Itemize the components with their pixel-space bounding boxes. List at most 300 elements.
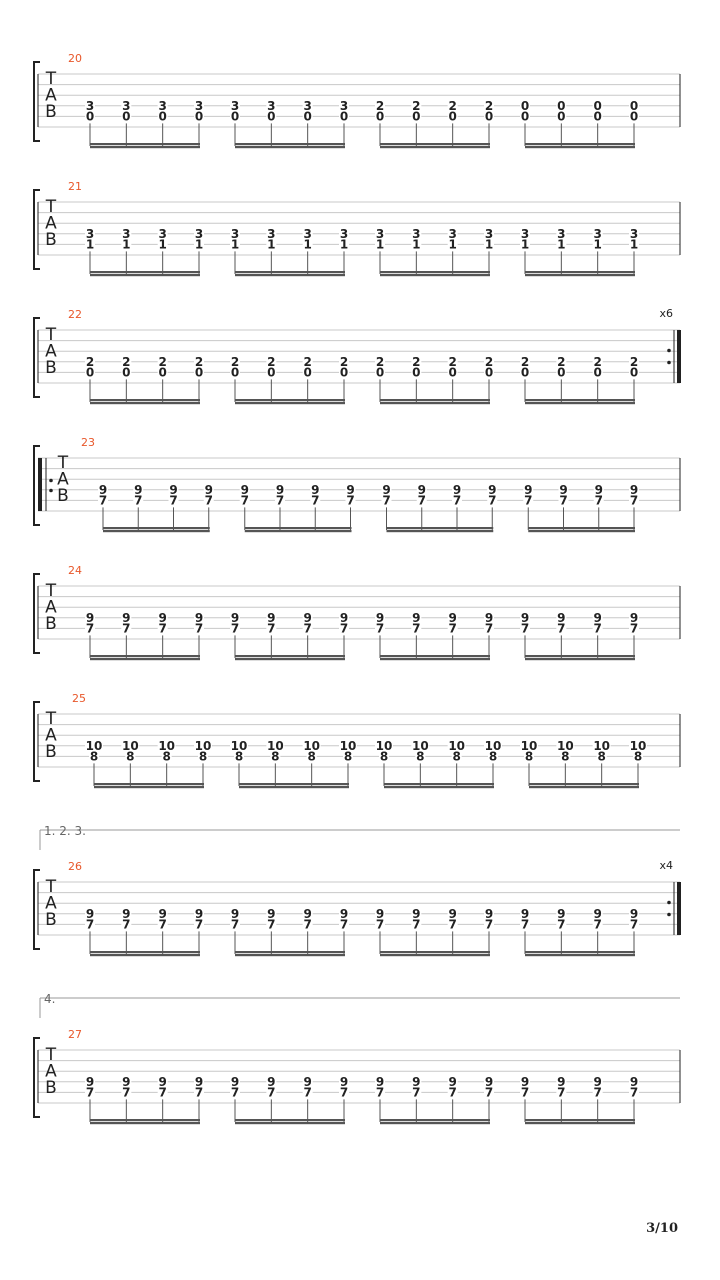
repeat-dot — [667, 349, 671, 353]
fret-number: 3 — [448, 226, 457, 241]
beam — [235, 658, 345, 660]
fret-number: 7 — [267, 1085, 276, 1100]
fret-number: 9 — [375, 1074, 385, 1089]
tab-clef-letter: T — [57, 453, 69, 473]
fret-number: 10 — [593, 738, 611, 753]
fret-number: 2 — [303, 354, 312, 369]
beam — [103, 530, 210, 532]
fret-number: 7 — [412, 621, 421, 636]
fret-number: 9 — [230, 610, 240, 625]
fret-number: 7 — [488, 493, 497, 508]
beam — [529, 786, 639, 788]
repeat-count: x4 — [659, 859, 673, 872]
beam — [90, 399, 200, 401]
fret-number: 7 — [275, 493, 285, 508]
fret-number: 10 — [266, 738, 284, 753]
fret-number: 0 — [520, 109, 530, 124]
tab-clef-letter: B — [45, 358, 57, 378]
beam — [239, 783, 349, 785]
fret-number: 7 — [484, 1085, 494, 1100]
beam — [528, 530, 635, 532]
beam — [384, 786, 494, 788]
fret-number: 9 — [629, 610, 639, 625]
beam — [235, 951, 345, 953]
beam — [235, 655, 345, 657]
beam — [90, 658, 200, 660]
fret-number: 9 — [267, 1074, 276, 1089]
beam — [239, 786, 349, 788]
beam — [380, 146, 490, 148]
fret-number: 10 — [303, 738, 321, 753]
fret-number: 7 — [339, 917, 349, 932]
beam — [380, 954, 490, 956]
fret-number: 9 — [448, 1074, 457, 1089]
beam — [525, 399, 635, 401]
fret-number: 2 — [484, 98, 494, 113]
fret-number: 9 — [593, 906, 602, 921]
tab-clef-letter: B — [45, 614, 57, 634]
tab-clef-letter: T — [45, 197, 57, 217]
tab-clef-letter: B — [45, 910, 57, 930]
fret-number: 0 — [158, 109, 167, 124]
fret-number: 7 — [559, 493, 568, 508]
fret-number: 8 — [633, 749, 643, 764]
fret-number: 0 — [194, 365, 204, 380]
fret-number: 1 — [230, 237, 240, 252]
tab-clef-letter: B — [45, 102, 57, 122]
fret-number: 0 — [448, 365, 457, 380]
fret-number: 9 — [85, 906, 95, 921]
fret-number: 9 — [240, 482, 249, 497]
fret-number: 3 — [593, 226, 602, 241]
beam — [245, 527, 352, 529]
fret-number: 9 — [339, 1074, 349, 1089]
fret-number: 2 — [194, 354, 204, 369]
beam — [90, 1122, 200, 1124]
fret-number: 3 — [85, 98, 95, 113]
fret-number: 7 — [484, 621, 494, 636]
fret-number: 3 — [230, 98, 240, 113]
beam — [525, 143, 635, 145]
fret-number: 0 — [557, 365, 566, 380]
fret-number: 9 — [629, 906, 639, 921]
fret-number: 8 — [162, 749, 171, 764]
fret-number: 2 — [339, 354, 349, 369]
fret-number: 9 — [593, 1074, 602, 1089]
fret-number: 8 — [343, 749, 353, 764]
repeat-count: x6 — [659, 307, 673, 320]
fret-number: 7 — [557, 621, 566, 636]
fret-number: 0 — [339, 365, 349, 380]
fret-number: 7 — [375, 621, 385, 636]
beam — [525, 274, 635, 276]
fret-number: 9 — [339, 906, 349, 921]
fret-number: 7 — [85, 621, 95, 636]
fret-number: 0 — [303, 109, 312, 124]
fret-number: 1 — [629, 237, 639, 252]
fret-number: 1 — [520, 237, 530, 252]
beam — [245, 530, 352, 532]
fret-number: 9 — [267, 610, 276, 625]
fret-number: 8 — [234, 749, 244, 764]
fret-number: 7 — [520, 1085, 530, 1100]
fret-number: 9 — [303, 906, 312, 921]
fret-number: 0 — [412, 109, 421, 124]
fret-number: 2 — [412, 98, 421, 113]
fret-number: 10 — [411, 738, 429, 753]
fret-number: 1 — [158, 237, 167, 252]
fret-number: 10 — [339, 738, 357, 753]
measure-number: 27 — [68, 1028, 82, 1041]
beam — [384, 783, 494, 785]
fret-number: 7 — [448, 621, 457, 636]
fret-number: 1 — [194, 237, 204, 252]
fret-number: 10 — [158, 738, 176, 753]
tab-system-24 — [34, 564, 680, 660]
fret-number: 7 — [520, 917, 530, 932]
fret-number: 9 — [303, 1074, 312, 1089]
fret-number: 9 — [267, 906, 276, 921]
fret-number: 9 — [488, 482, 497, 497]
fret-number: 1 — [375, 237, 385, 252]
fret-number: 2 — [629, 354, 639, 369]
fret-number: 9 — [412, 1074, 421, 1089]
fret-number: 3 — [158, 226, 167, 241]
fret-number: 0 — [593, 365, 602, 380]
fret-number: 10 — [520, 738, 538, 753]
beam — [380, 1122, 490, 1124]
fret-number: 7 — [230, 1085, 240, 1100]
fret-number: 10 — [85, 738, 103, 753]
fret-number: 0 — [557, 109, 566, 124]
fret-number: 0 — [593, 98, 602, 113]
fret-number: 9 — [85, 610, 95, 625]
fret-number: 8 — [307, 749, 316, 764]
fret-number: 3 — [412, 226, 421, 241]
tab-clef-letter: B — [57, 486, 69, 506]
fret-number: 7 — [375, 1085, 385, 1100]
beam — [103, 527, 210, 529]
beam — [380, 655, 490, 657]
beam — [525, 1119, 635, 1121]
tab-clef-letter: T — [45, 581, 57, 601]
beam — [380, 143, 490, 145]
tab-clef-letter: A — [45, 597, 57, 618]
fret-number: 1 — [339, 237, 349, 252]
fret-number: 9 — [375, 906, 385, 921]
fret-number: 3 — [194, 226, 204, 241]
beam — [235, 271, 345, 273]
fret-number: 7 — [382, 493, 391, 508]
fret-number: 9 — [559, 482, 568, 497]
fret-number: 0 — [629, 365, 639, 380]
fret-number: 3 — [194, 98, 204, 113]
fret-number: 3 — [557, 226, 566, 241]
fret-number: 7 — [520, 621, 530, 636]
fret-number: 0 — [230, 109, 240, 124]
fret-number: 7 — [339, 621, 349, 636]
fret-number: 9 — [194, 906, 204, 921]
fret-number: 7 — [134, 493, 143, 508]
tab-clef-letter: B — [45, 742, 57, 762]
fret-number: 7 — [593, 1085, 602, 1100]
volta-label: 1. 2. 3. — [44, 824, 86, 838]
fret-number: 7 — [267, 621, 276, 636]
fret-number: 8 — [561, 749, 570, 764]
fret-number: 0 — [629, 98, 639, 113]
fret-number: 7 — [629, 917, 639, 932]
fret-number: 1 — [448, 237, 457, 252]
fret-number: 7 — [375, 917, 385, 932]
beam — [380, 274, 490, 276]
fret-number: 3 — [122, 226, 131, 241]
beam — [90, 146, 200, 148]
beam — [387, 527, 494, 529]
fret-number: 9 — [122, 906, 131, 921]
repeat-dot — [667, 901, 671, 905]
fret-number: 3 — [303, 98, 312, 113]
fret-number: 7 — [412, 917, 421, 932]
beam — [94, 786, 204, 788]
beam — [90, 402, 200, 404]
fret-number: 10 — [121, 738, 139, 753]
fret-number: 0 — [85, 109, 95, 124]
beam — [525, 951, 635, 953]
fret-number: 7 — [452, 493, 462, 508]
fret-number: 2 — [448, 354, 457, 369]
fret-number: 3 — [303, 226, 312, 241]
measure-number: 20 — [68, 52, 82, 65]
fret-number: 7 — [346, 493, 355, 508]
beam — [380, 271, 490, 273]
fret-number: 9 — [484, 1074, 494, 1089]
fret-number: 2 — [375, 354, 385, 369]
fret-number: 9 — [194, 1074, 204, 1089]
fret-number: 7 — [448, 1085, 457, 1100]
fret-number: 7 — [557, 917, 566, 932]
fret-number: 7 — [158, 621, 167, 636]
fret-number: 0 — [230, 365, 240, 380]
beam — [525, 146, 635, 148]
fret-number: 8 — [198, 749, 208, 764]
fret-number: 9 — [98, 482, 108, 497]
fret-number: 3 — [339, 98, 349, 113]
fret-number: 9 — [122, 1074, 131, 1089]
fret-number: 9 — [448, 906, 457, 921]
fret-number: 9 — [524, 482, 533, 497]
fret-number: 9 — [158, 906, 167, 921]
fret-number: 9 — [346, 482, 355, 497]
fret-number: 8 — [271, 749, 280, 764]
fret-number: 1 — [303, 237, 312, 252]
beam — [387, 530, 494, 532]
fret-number: 9 — [158, 610, 167, 625]
fret-number: 7 — [267, 917, 276, 932]
fret-number: 9 — [520, 610, 530, 625]
beam — [235, 1119, 345, 1121]
fret-number: 2 — [267, 354, 276, 369]
fret-number: 0 — [267, 365, 276, 380]
fret-number: 0 — [375, 365, 385, 380]
beam — [94, 783, 204, 785]
beam — [235, 146, 345, 148]
fret-number: 0 — [484, 109, 494, 124]
fret-number: 8 — [452, 749, 461, 764]
fret-number: 0 — [303, 365, 312, 380]
fret-number: 1 — [122, 237, 131, 252]
fret-number: 7 — [412, 1085, 421, 1100]
beam — [380, 402, 490, 404]
fret-number: 0 — [593, 109, 602, 124]
fret-number: 2 — [448, 98, 457, 113]
fret-number: 7 — [417, 493, 426, 508]
fret-number: 7 — [122, 1085, 131, 1100]
fret-number: 8 — [597, 749, 606, 764]
measure-number: 21 — [68, 180, 82, 193]
fret-number: 3 — [267, 98, 276, 113]
fret-number: 3 — [158, 98, 167, 113]
fret-number: 7 — [557, 1085, 566, 1100]
measure-number: 25 — [72, 692, 86, 705]
fret-number: 9 — [230, 906, 240, 921]
fret-number: 0 — [520, 365, 530, 380]
fret-number: 7 — [98, 493, 108, 508]
fret-number: 3 — [230, 226, 240, 241]
tab-clef-letter: A — [45, 725, 57, 746]
fret-number: 10 — [448, 738, 466, 753]
tab-clef-letter: A — [45, 85, 57, 106]
volta-label: 4. — [44, 992, 56, 1006]
fret-number: 1 — [267, 237, 276, 252]
fret-number: 3 — [484, 226, 494, 241]
fret-number: 9 — [85, 1074, 95, 1089]
beam — [90, 1119, 200, 1121]
tab-clef-letter: T — [45, 709, 57, 729]
fret-number: 7 — [240, 493, 249, 508]
fret-number: 8 — [89, 749, 99, 764]
fret-number: 8 — [126, 749, 135, 764]
fret-number: 9 — [557, 610, 566, 625]
fret-number: 2 — [593, 354, 602, 369]
fret-number: 1 — [412, 237, 421, 252]
fret-number: 3 — [629, 226, 639, 241]
fret-number: 7 — [194, 621, 204, 636]
fret-number: 9 — [412, 906, 421, 921]
fret-number: 9 — [417, 482, 426, 497]
fret-number: 0 — [122, 365, 131, 380]
fret-number: 7 — [303, 1085, 312, 1100]
fret-number: 2 — [122, 354, 131, 369]
fret-number: 7 — [230, 917, 240, 932]
fret-number: 7 — [448, 917, 457, 932]
fret-number: 10 — [230, 738, 248, 753]
fret-number: 3 — [520, 226, 530, 241]
tab-system-26 — [34, 824, 680, 956]
fret-number: 3 — [122, 98, 131, 113]
beam — [525, 402, 635, 404]
tab-system-22 — [34, 307, 680, 404]
fret-number: 7 — [158, 1085, 167, 1100]
fret-number: 7 — [484, 917, 494, 932]
tab-clef-letter: T — [45, 1045, 57, 1065]
fret-number: 7 — [194, 917, 204, 932]
fret-number: 3 — [375, 226, 385, 241]
tab-clef-letter: A — [45, 1061, 57, 1082]
fret-number: 0 — [629, 109, 639, 124]
beam — [235, 402, 345, 404]
fret-number: 1 — [85, 237, 95, 252]
fret-number: 7 — [593, 917, 602, 932]
beam — [525, 954, 635, 956]
beam — [380, 399, 490, 401]
fret-number: 2 — [520, 354, 530, 369]
tab-clef-letter: T — [45, 69, 57, 89]
fret-number: 7 — [194, 1085, 204, 1100]
fret-number: 9 — [275, 482, 285, 497]
beam — [90, 143, 200, 145]
fret-number: 7 — [594, 493, 603, 508]
fret-number: 9 — [230, 1074, 240, 1089]
fret-number: 10 — [194, 738, 212, 753]
fret-number: 0 — [194, 109, 204, 124]
fret-number: 1 — [557, 237, 566, 252]
fret-number: 9 — [412, 610, 421, 625]
fret-number: 8 — [524, 749, 534, 764]
fret-number: 7 — [629, 493, 639, 508]
measure-number: 23 — [81, 436, 95, 449]
repeat-dot — [49, 489, 53, 493]
fret-number: 1 — [484, 237, 494, 252]
fret-number: 7 — [169, 493, 178, 508]
fret-number: 7 — [85, 1085, 95, 1100]
fret-number: 9 — [339, 610, 349, 625]
tab-clef-letter: B — [45, 1078, 57, 1098]
fret-number: 0 — [339, 109, 349, 124]
fret-number: 7 — [158, 917, 167, 932]
fret-number: 0 — [158, 365, 167, 380]
fret-number: 3 — [267, 226, 276, 241]
tab-system-20 — [34, 52, 680, 148]
fret-number: 0 — [375, 109, 385, 124]
page-number: 3/10 — [646, 1221, 678, 1236]
beam — [235, 954, 345, 956]
fret-number: 9 — [520, 906, 530, 921]
fret-number: 9 — [594, 482, 603, 497]
fret-number: 7 — [629, 621, 639, 636]
measure-number: 22 — [68, 308, 82, 321]
repeat-dot — [667, 913, 671, 917]
fret-number: 0 — [267, 109, 276, 124]
fret-number: 7 — [122, 621, 131, 636]
beam — [380, 658, 490, 660]
fret-number: 9 — [557, 1074, 566, 1089]
tab-clef-letter: T — [45, 877, 57, 897]
tab-system-25 — [34, 692, 680, 788]
fret-number: 9 — [375, 610, 385, 625]
fret-number: 7 — [303, 621, 312, 636]
fret-number: 7 — [303, 917, 312, 932]
fret-number: 0 — [520, 98, 530, 113]
fret-number: 1 — [593, 237, 602, 252]
fret-number: 9 — [629, 1074, 639, 1089]
fret-number: 10 — [556, 738, 574, 753]
beam — [380, 1119, 490, 1121]
fret-number: 2 — [375, 98, 385, 113]
fret-number: 9 — [520, 1074, 530, 1089]
fret-number: 8 — [416, 749, 425, 764]
tab-clef-letter: B — [45, 230, 57, 250]
beam — [235, 399, 345, 401]
